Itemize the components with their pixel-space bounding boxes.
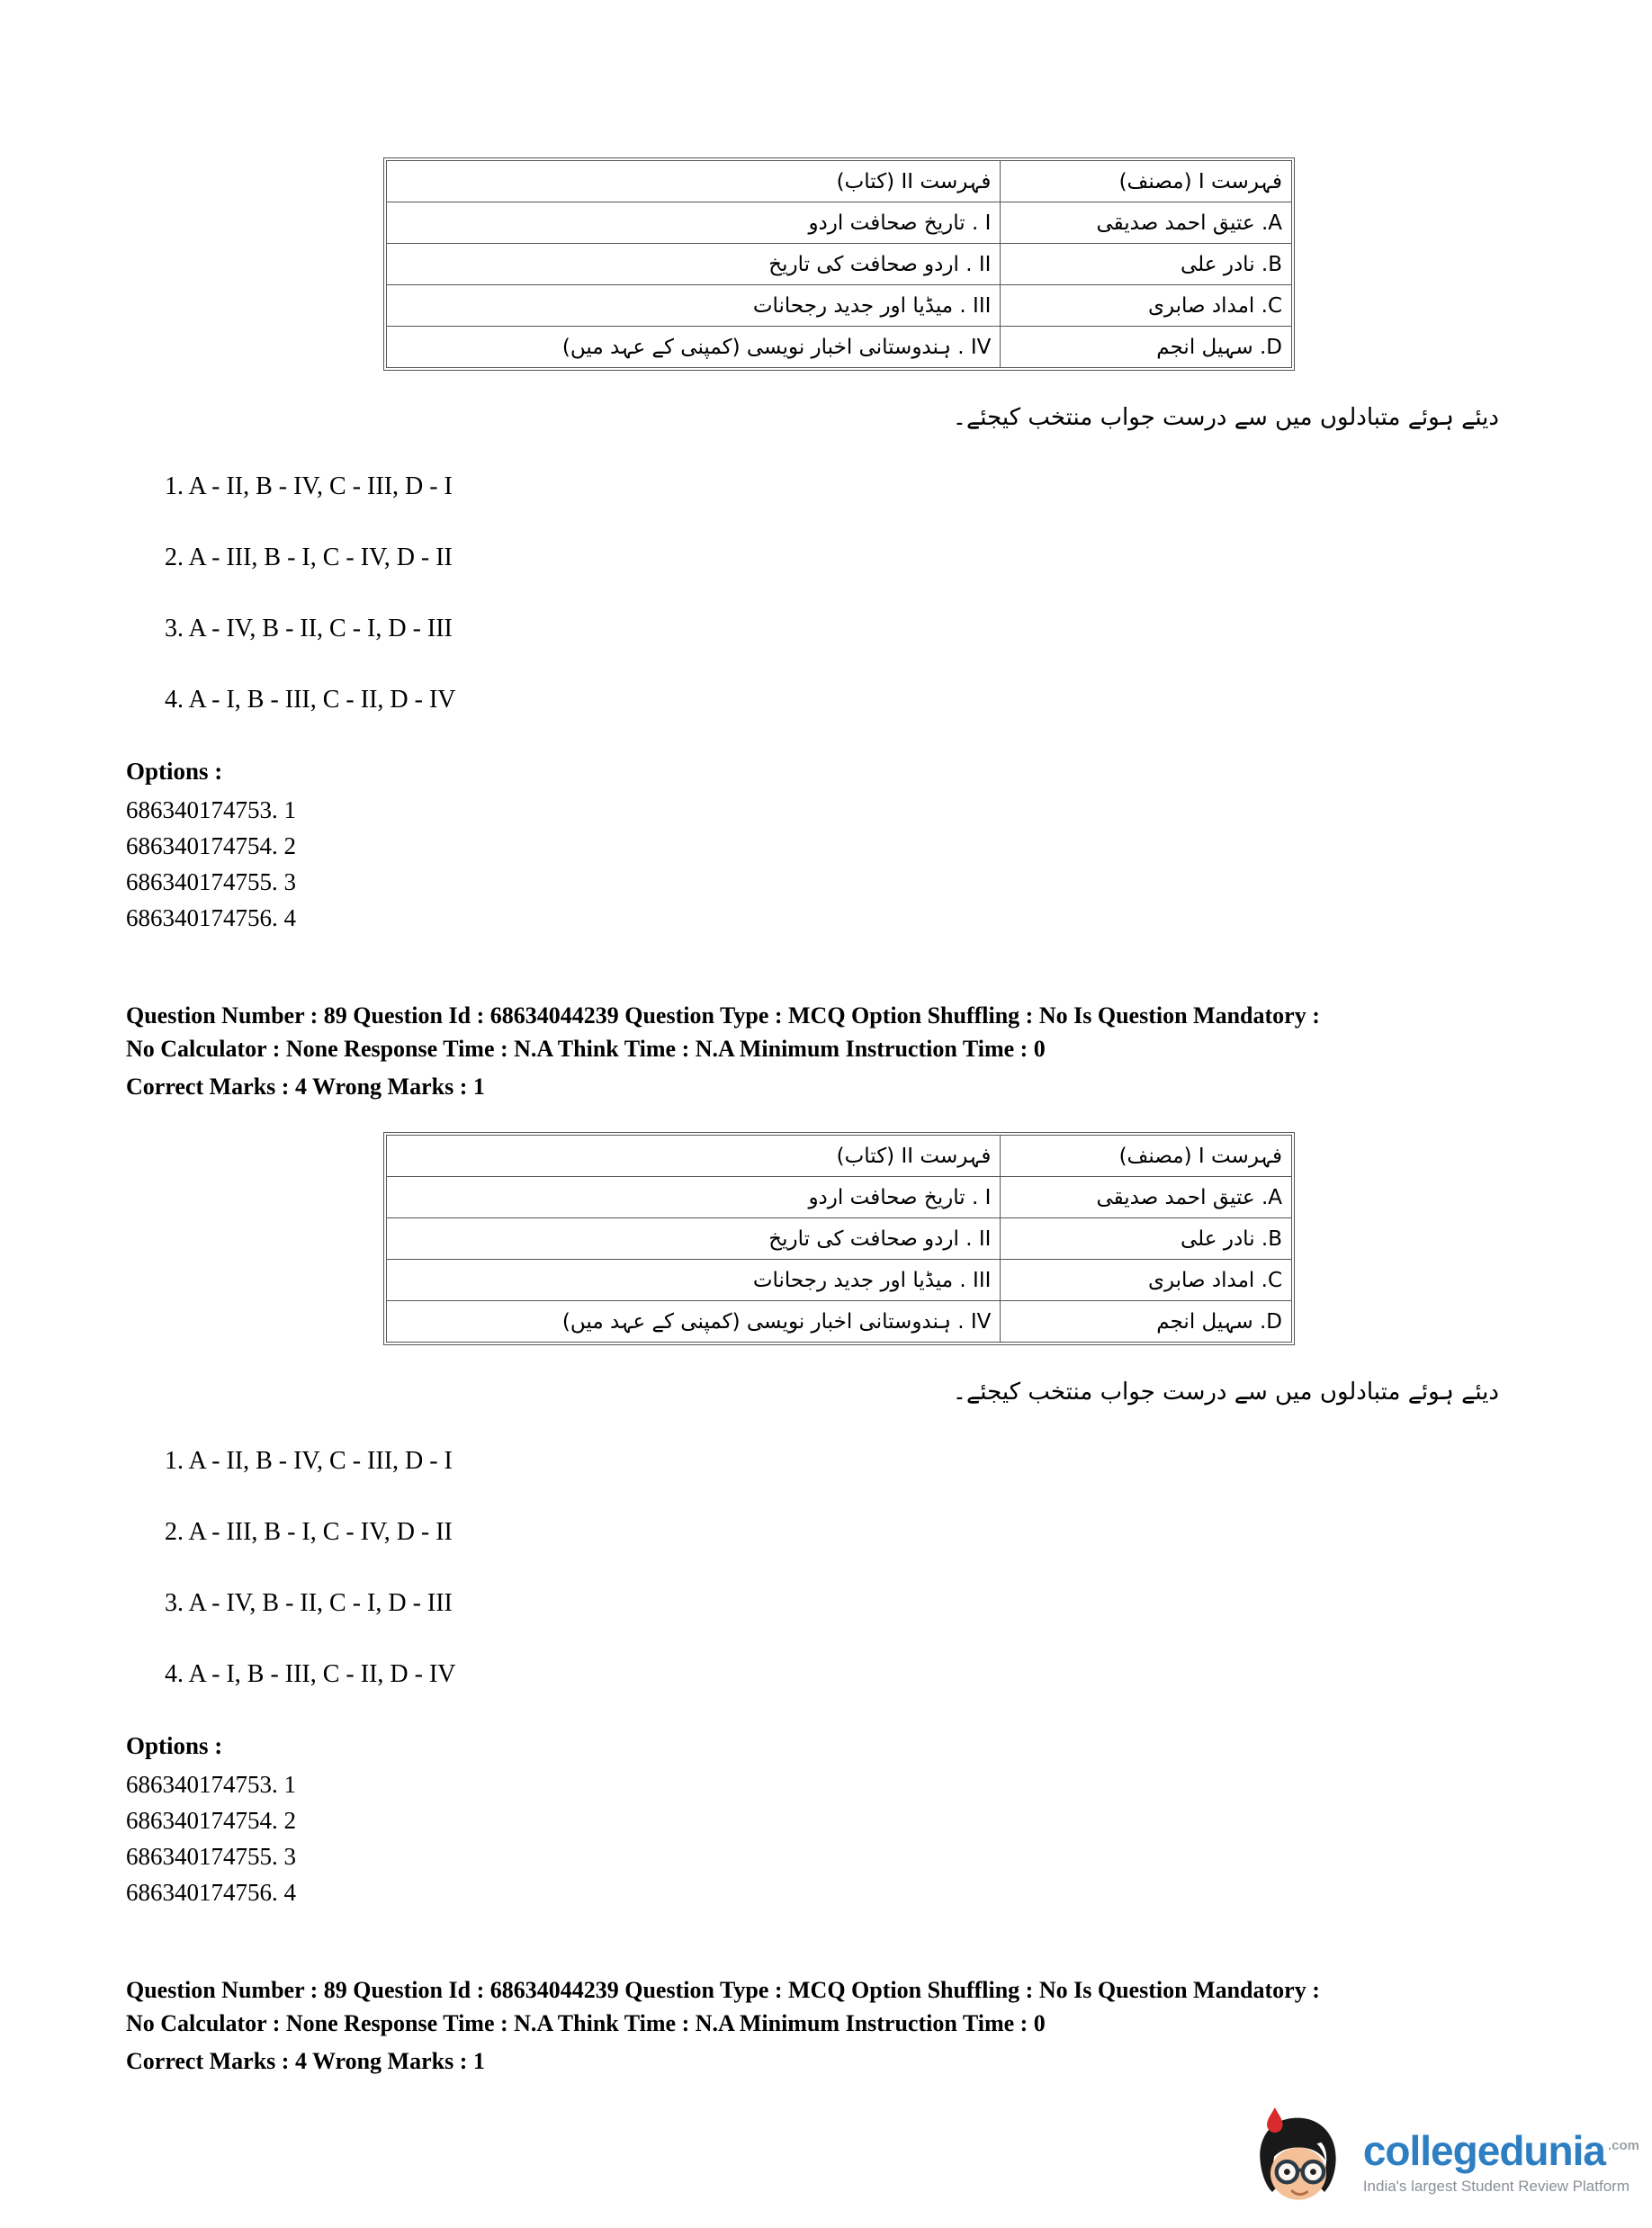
table-cell-author-a: A. عتیق احمد صدیقی bbox=[1001, 1177, 1292, 1218]
table-cell-book-4: IV . ہندوستانی اخبار نویسی (کمپنی کے عہد میں) bbox=[387, 327, 1001, 368]
metadata-marks: Correct Marks : 4 Wrong Marks : 1 bbox=[126, 2048, 485, 2074]
question-instruction-urdu: دیئے ہوئے متبادلوں میں سے درست جواب منتخب کیجئے۔ bbox=[952, 1379, 1499, 1406]
table-row bbox=[387, 327, 1292, 368]
table-cell-book-4: IV . ہندوستانی اخبار نویسی (کمپنی کے عہد میں) bbox=[387, 1301, 1001, 1343]
choice-3: 3. A - IV, B - II, C - I, D - III bbox=[165, 1589, 453, 1617]
table-cell-author-a: A. عتیق احمد صدیقی bbox=[1001, 202, 1292, 244]
table-cell-book-3: III . میڈیا اور جدید رجحانات bbox=[387, 285, 1001, 327]
choice-2: 2. A - III, B - I, C - IV, D - II bbox=[165, 1518, 453, 1546]
option-id-list bbox=[126, 792, 1652, 936]
table-cell-author-c: C. امداد صابری bbox=[1001, 1260, 1292, 1301]
metadata-line-1: Question Number : 89 Question Id : 68634044239 Question Type : MCQ Option Shuffling : No Is Question Mandatory : bbox=[126, 1977, 1320, 2003]
collegedunia-logo bbox=[1244, 2106, 1639, 2219]
table-header-list2: فہرست II (کتاب) bbox=[387, 1136, 1001, 1177]
metadata-line-2: No Calculator : None Response Time : N.A Think Time : N.A Minimum Instruction Time : 0 bbox=[126, 2010, 1046, 2036]
student-mascot-icon bbox=[1244, 2106, 1351, 2219]
question-metadata bbox=[126, 999, 1584, 1103]
table-cell-author-c: C. امداد صابری bbox=[1001, 285, 1292, 327]
option-id-1: 686340174753. 1 bbox=[126, 1771, 296, 1798]
table-header-row bbox=[387, 1136, 1292, 1177]
table-cell-book-2: II . اردو صحافت کی تاریخ bbox=[387, 1218, 1001, 1260]
table-row bbox=[387, 1177, 1292, 1218]
brand-text bbox=[1362, 2126, 1639, 2196]
table-cell-author-d: D. سہیل انجم bbox=[1001, 327, 1292, 368]
table-row bbox=[387, 1301, 1292, 1343]
brand-wordmark: collegedunia bbox=[1362, 2126, 1605, 2174]
metadata-line-2: No Calculator : None Response Time : N.A Think Time : N.A Minimum Instruction Time : 0 bbox=[126, 1036, 1046, 1062]
option-id-1: 686340174753. 1 bbox=[126, 796, 296, 823]
options-label: Options : bbox=[126, 1732, 223, 1759]
table-row bbox=[387, 1260, 1292, 1301]
choice-3: 3. A - IV, B - II, C - I, D - III bbox=[165, 615, 453, 642]
table-cell-book-1: I . تاریخ صحافت اردو bbox=[387, 202, 1001, 244]
option-id-2: 686340174754. 2 bbox=[126, 832, 296, 859]
table-row bbox=[387, 202, 1292, 244]
table-row bbox=[387, 1218, 1292, 1260]
table-row bbox=[387, 285, 1292, 327]
options-label: Options : bbox=[126, 758, 223, 785]
option-id-3: 686340174755. 3 bbox=[126, 868, 296, 895]
brand-tagline: India's largest Student Review Platform bbox=[1362, 2177, 1630, 2195]
question-instruction-urdu: دیئے ہوئے متبادلوں میں سے درست جواب منتخب کیجئے۔ bbox=[952, 404, 1499, 431]
question-block-2 bbox=[0, 1132, 1652, 2078]
table-cell-book-2: II . اردو صحافت کی تاریخ bbox=[387, 244, 1001, 285]
table-cell-book-1: I . تاریخ صحافت اردو bbox=[387, 1177, 1001, 1218]
table-cell-author-d: D. سہیل انجم bbox=[1001, 1301, 1292, 1343]
match-table bbox=[383, 1132, 1295, 1345]
brand-name bbox=[1362, 2126, 1639, 2174]
table-cell-author-b: B. نادر علی bbox=[1001, 1218, 1292, 1260]
table-header-row bbox=[387, 161, 1292, 202]
option-id-4: 686340174756. 4 bbox=[126, 904, 296, 931]
option-id-4: 686340174756. 4 bbox=[126, 1879, 296, 1906]
option-id-3: 686340174755. 3 bbox=[126, 1843, 296, 1870]
brand-tld: .com bbox=[1607, 2138, 1639, 2154]
choice-1: 1. A - II, B - IV, C - III, D - I bbox=[165, 472, 453, 500]
answer-choices bbox=[165, 472, 1652, 715]
option-id-2: 686340174754. 2 bbox=[126, 1807, 296, 1834]
table-cell-author-b: B. نادر علی bbox=[1001, 244, 1292, 285]
table-header-list2: فہرست II (کتاب) bbox=[387, 161, 1001, 202]
metadata-line-1: Question Number : 89 Question Id : 68634044239 Question Type : MCQ Option Shuffling : No Is Question Mandatory : bbox=[126, 1002, 1320, 1029]
choice-1: 1. A - II, B - IV, C - III, D - I bbox=[165, 1447, 453, 1475]
choice-4: 4. A - I, B - III, C - II, D - IV bbox=[165, 1660, 456, 1688]
choice-4: 4. A - I, B - III, C - II, D - IV bbox=[165, 686, 456, 714]
choice-2: 2. A - III, B - I, C - IV, D - II bbox=[165, 544, 453, 571]
metadata-marks: Correct Marks : 4 Wrong Marks : 1 bbox=[126, 1074, 485, 1100]
table-cell-book-3: III . میڈیا اور جدید رجحانات bbox=[387, 1260, 1001, 1301]
question-metadata bbox=[126, 1973, 1584, 2078]
table-header-list1: فہرست I (مصنف) bbox=[1001, 161, 1292, 202]
table-header-list1: فہرست I (مصنف) bbox=[1001, 1136, 1292, 1177]
answer-choices bbox=[165, 1446, 1652, 1690]
table-row bbox=[387, 244, 1292, 285]
question-block-1 bbox=[0, 157, 1652, 1103]
match-table bbox=[383, 157, 1295, 371]
option-id-list bbox=[126, 1766, 1652, 1910]
